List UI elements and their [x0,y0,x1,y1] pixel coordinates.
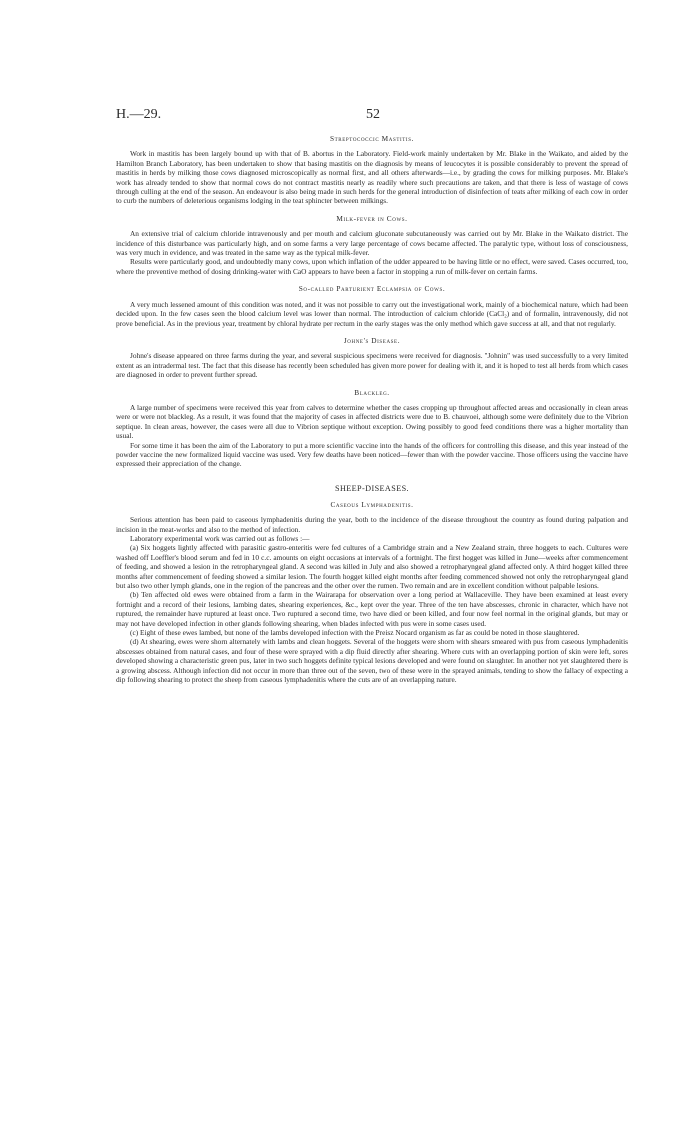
section-parturient-eclampsia [116,284,628,328]
paragraph: An extensive trial of calcium chloride intravenously and per mouth and calcium gluconate subcutaneously was carried out by Mr. Blake in the Waikato district. The incidence of this disturbance was particularly high, and on some farms a very large percentage of cows became affected. The paralytic type, without loss of consciousness, was very much in evidence, and was treated in the same way as the typical milk-fever. [116,229,628,258]
section-heading: Blackleg. [354,387,390,397]
section-heading: Johne's Disease. [343,335,401,345]
paragraph: Results were particularly good, and undoubtedly many cows, upon which inflation of the udder appeared to be having little or no effect, were saved. Cases occurred, too, where the preventive method of dosing drinking-water with CaO appears to have been a factor in stopping a run of milk-fever on certain farms. [116,257,628,276]
section-heading: Caseous Lymphadenitis. [330,499,414,509]
page-body [116,134,628,685]
paragraph: A very much lessened amount of this condition was noted, and it was not possible to carry out the investigational work, mainly of a biochemical nature, which had been decided upon. In the few cases seen the blood calcium level was lower than normal. The introduction of calcium chloride (CaCl₂) and of formalin, intravenously, did not prove beneficial. As in the previous year, treatment by chloral hydrate per rectum in the early stages was the only method which gave success at all, and that not regularly. [116,299,628,328]
page-header [116,107,628,125]
paragraph: Serious attention has been paid to caseous lymphadenitis during the year, both to the incidence of the disease throughout the country as found during palpation and incision in the meat-works and also to the method of infection. [116,515,628,534]
paragraph: Work in mastitis has been largely bound up with that of B. abortus in the Laboratory. Field-work mainly undertaken by Mr. Blake in the Waikato, and aided by the Hamilton Branch Laboratory, has been undertaken to show that basing mastitis on the diagnosis by means of leucocytes it is possible considerably to prevent the spread of mastitis in herds by milking those cows diagnosed microscopically as normal first, and all others afterwards—i.e., by grading the cows for milking purposes. Mr. Blake's work has already tended to show that normal cows do not contract mastitis nearly as readily where such precautions are taken, and that there is less of wastage of cows through culling at the end of the season. An endeavour is also being made in such herds for the general introduction of disinfection of teats after milking of each cow in order to curb the numbers of deleterious organisms lodging in the teat sphincter between milkings. [116,149,628,206]
paragraph: Johne's disease appeared on three farms during the year, and several suspicious specimens were received for diagnosis. "Johnin" was used successfully to a very limited extent as an intradermal test. The fact that this disease has recently been scheduled has given more power for dealing with it, and it is hoped to test all herds from which cases are diagnosed in order to prevent further spread. [116,351,628,380]
section-heading: So-called Parturient Eclampsia of Cows. [298,284,446,294]
major-heading: SHEEP-DISEASES. [334,483,409,493]
section-johnes-disease [116,336,628,380]
document-reference: H.—29. [116,107,162,122]
paragraph: (c) Eight of these ewes lambed, but none of the lambs developed infection with the Preisz Nocard organism as far as could be noted in those slaughtered. [130,628,580,638]
paragraph: (d) At shearing, ewes were shorn alternately with lambs and clean hoggets. Several of the hoggets were shorn with shears smeared with pus from caseous lymphadenitis abscesses obtained from natural cases, and four of these were sprayed with a dip fluid directly after shearing. Where cuts with an overlapping portion of skin were left, sores developed showing a characteristic green pus, later in two such hoggets definite typical lesions developed and were found on slaughter. In another not yet slaughtered there is a growing abscess. Although infection did not occur in more than three out of the seven, two of these were in the sprayed animals, tending to show the fallacy of expecting a dip following shearing to protect the sheep from caseous lymphadenitis where the cuts are of an overlapping nature. [116,637,628,685]
paragraph: A large number of specimens were received this year from calves to determine whether the cases cropping up throughout affected areas and occasionally in clean areas were or were not blackleg. As a result, it was found that the majority of cases in affected districts were due to B. chauvoei, although some were definitely due to the Vibrion septique. In clean areas, however, the cases were all due to Vibrion septique without exception. Owing possibly to good feed conditions there was a higher mortality than usual. [116,402,628,441]
paragraph: For some time it has been the aim of the Laboratory to put a more scientific vaccine into the hands of the officers for controlling this disease, and this year instead of the powder vaccine the new formalized liquid vaccine was used. Very few deaths have been noticed—fewer than with the powder vaccine. Those officers using the vaccine have expressed their appreciation of the change. [116,440,628,469]
paragraph: (a) Six hoggets lightly affected with parasitic gastro-enteritis were fed cultures of a Cambridge strain and a New Zealand strain, three hoggets to each. Cultures were washed off Loeffler's blood serum and fed in 10 c.c. amounts on eight occasions at intervals of a fortnight. The first hogget was killed in June—weeks after commencement of feeding, and showed a lesion in the retropharyngeal gland. A second was killed in July and also showed a retropharyngeal gland affected only. A third hogget killed three months after commencement of feeding showed a similar lesion. The fourth hogget killed eight months after feeding commenced showed not only the retropharyngeal gland but also two other lymph glands, one in the region of the pancreas and the other over the rumen. Two remain and are in excellent condition without palpable lesions. [116,543,628,591]
section-streptococcic-mastitis [116,134,628,206]
section-blackleg [116,388,628,469]
paragraph: (b) Ten affected old ewes were obtained from a farm in the Wairarapa for observation over a long period at Wallaceville. They have been examined at least every fortnight and a record of their lesions, lambing dates, shearing experiences, &c., kept over the year. Three of the ten have abscesses, chronic in character, which have not ruptured, the remainder have ruptured at least once. Two ruptured a second time, two have died or been killed, and four now feel normal in the original glands, but may or may not have developed infection in other glands following shearing, when blades infected with pus were in some cases used. [116,590,628,628]
section-heading: Milk-fever in Cows. [336,213,408,223]
paragraph: Laboratory experimental work was carried out as follows :— [130,534,310,543]
section-sheep-diseases [116,483,628,685]
section-milk-fever [116,214,628,276]
section-heading: Streptococcic Mastitis. [329,134,415,143]
page-number: 52 [366,107,380,122]
